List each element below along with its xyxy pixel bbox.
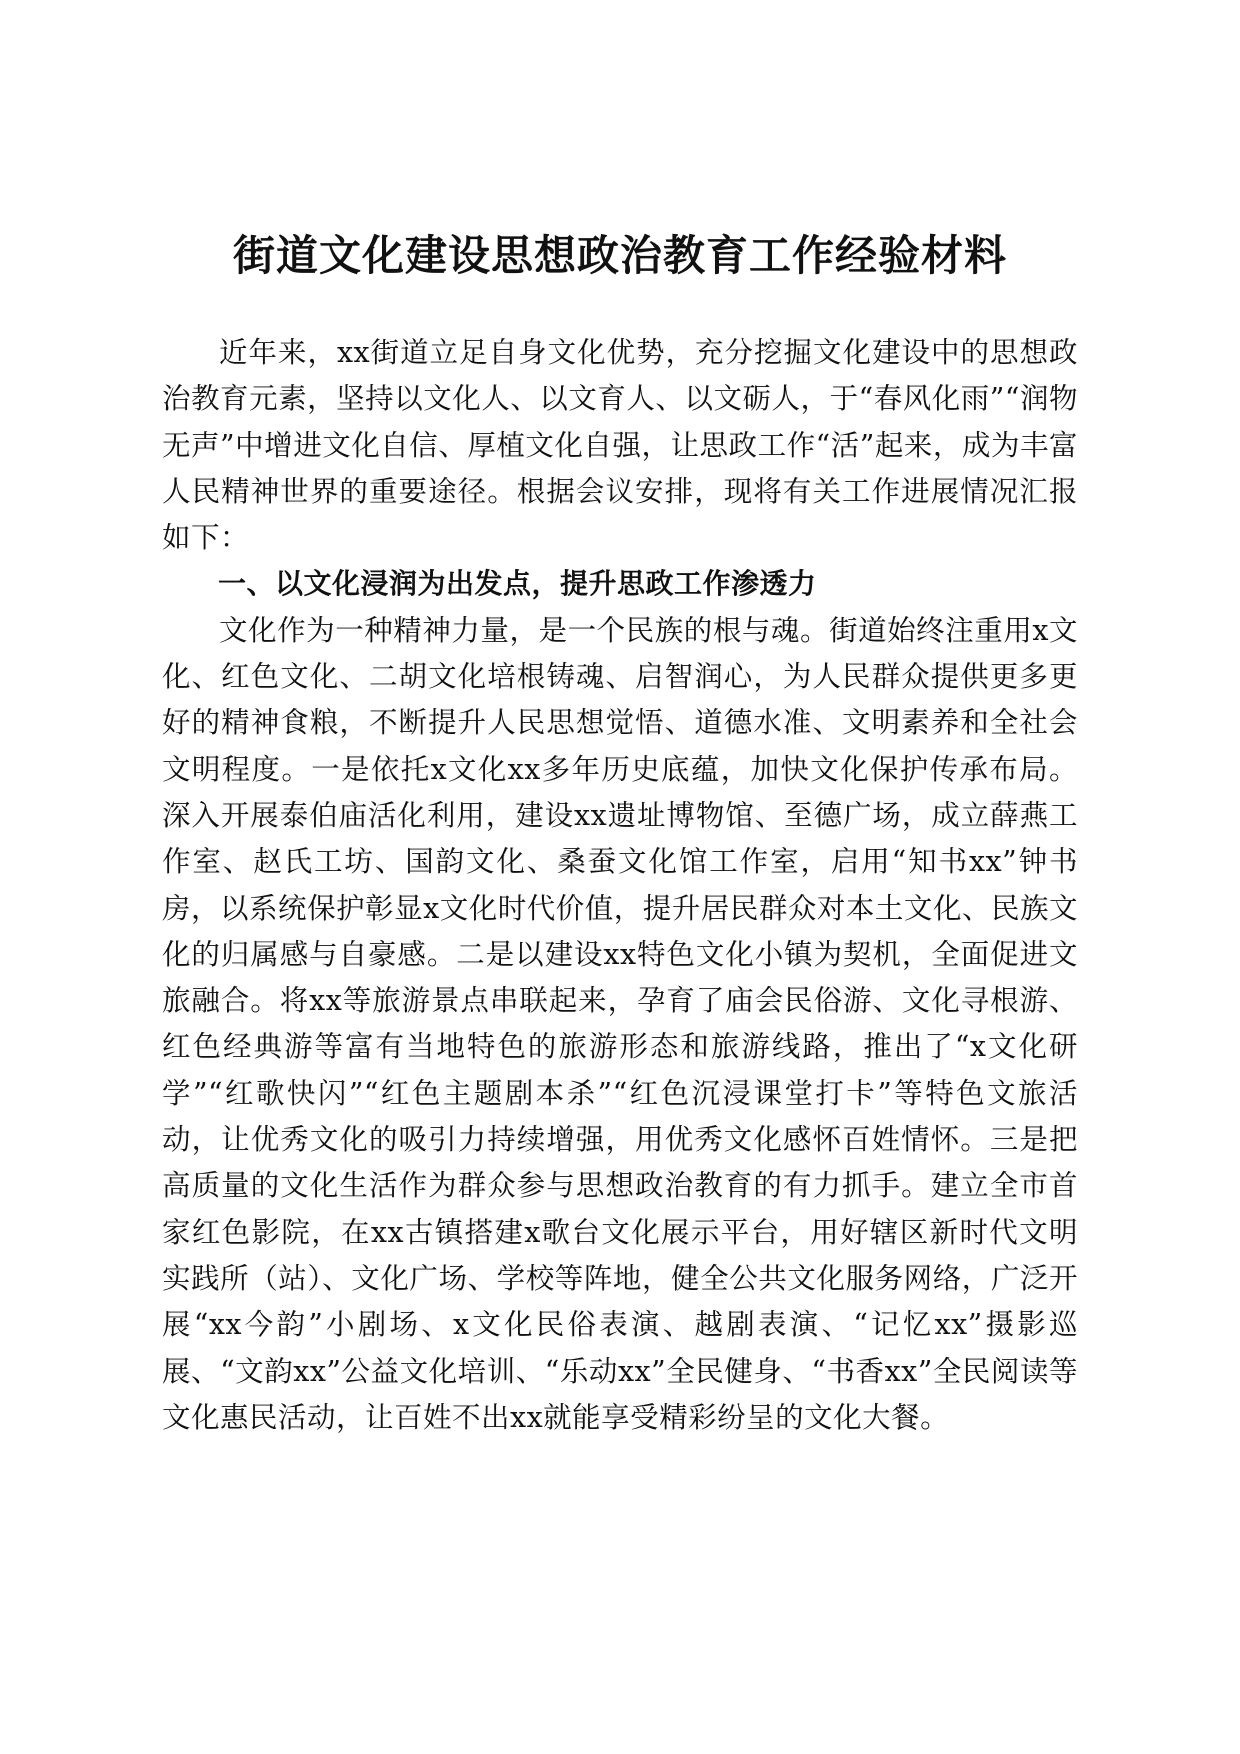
document-body (162, 330, 1078, 1441)
intro-paragraph: 近年来，xx街道立足自身文化优势，充分挖掘文化建设中的思想政治教育元素，坚持以文化人、以文育人、以文砺人，于“春风化雨”“润物无声”中增进文化自信、厚植文化自强，让思政工作“活”起来，成为丰富人民精神世界的重要途径。根据会议安排，现将有关工作进展情况汇报如下： (162, 336, 1078, 555)
section-1-paragraph: 文化作为一种精神力量，是一个民族的根与魂。街道始终注重用x文化、红色文化、二胡文化培根铸魂、启智润心，为人民群众提供更多更好的精神食粮，不断提升人民思想觉悟、道德水准、文明素养和全社会文明程度。一是依托x文化xx多年历史底蕴，加快文化保护传承布局。深入开展泰伯庙活化利用，建设xx遗址博物馆、至德广场，成立薛燕工作室、赵氏工坊、国韵文化、桑蚕文化馆工作室，启用“知书xx”钟书房，以系统保护彰显x文化时代价值，提升居民群众对本土文化、民族文化的归属感与自豪感。二是以建设xx特色文化小镇为契机，全面促进文旅融合。将xx等旅游景点串联起来，孕育了庙会民俗游、文化寻根游、红色经典游等富有当地特色的旅游形态和旅游线路，推出了“x文化研学”“红歌快闪”“红色主题剧本杀”“红色沉浸课堂打卡”等特色文旅活动，让优秀文化的吸引力持续增强，用优秀文化感怀百姓情怀。三是把高质量的文化生活作为群众参与思想政治教育的有力抓手。建立全市首家红色影院，在xx古镇搭建x歌台文化展示平台，用好辖区新时代文明实践所（站）、文化广场、学校等阵地，健全公共文化服务网络，广泛开展“xx今韵”小剧场、x文化民俗表演、越剧表演、“记忆xx”摄影巡展、“文韵xx”公益文化培训、“乐动xx”全民健身、“书香xx”全民阅读等文化惠民活动，让百姓不出xx就能享受精彩纷呈的文化大餐。 (162, 613, 1078, 1434)
document-title: 街道文化建设思想政治教育工作经验材料 (232, 231, 1007, 280)
section-1-heading: 一、以文化浸润为出发点，提升思政工作渗透力 (218, 567, 817, 601)
